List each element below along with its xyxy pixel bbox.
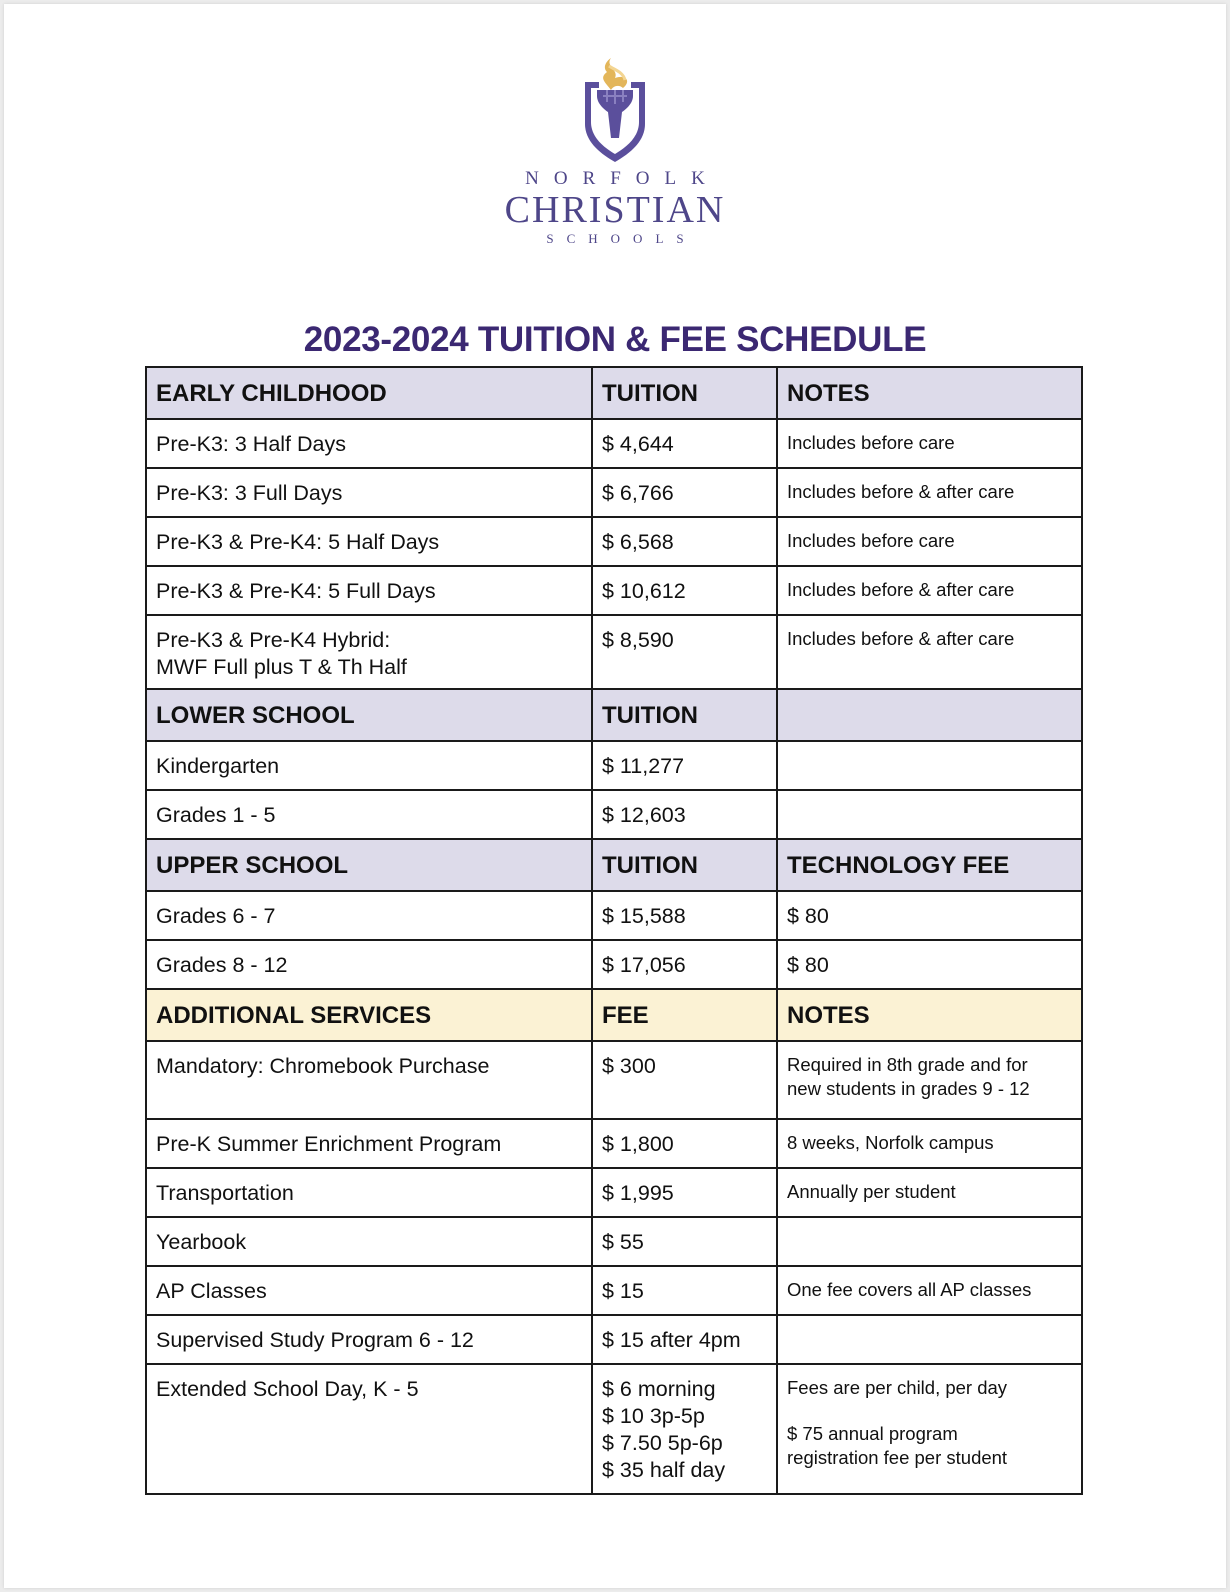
note-cell: [777, 1217, 1082, 1266]
tuition-cell: $ 12,603: [592, 790, 777, 839]
service-cell: Supervised Study Program 6 - 12: [146, 1315, 592, 1364]
header-cell: FEE: [592, 989, 777, 1041]
service-cell: Transportation: [146, 1168, 592, 1217]
fee-cell: $ 15: [592, 1266, 777, 1315]
program-cell: Kindergarten: [146, 741, 592, 790]
tuition-cell: $ 15,588: [592, 891, 777, 940]
note-cell: Includes before care: [777, 517, 1082, 566]
header-cell: TUITION: [592, 839, 777, 891]
torch-shield-icon: [575, 52, 655, 162]
logo-norfolk-text: NORFOLK: [525, 168, 720, 189]
header-cell: EARLY CHILDHOOD: [146, 367, 592, 419]
note-cell: One fee covers all AP classes: [777, 1266, 1082, 1315]
table-row: [146, 468, 1082, 517]
note-cell: 8 weeks, Norfolk campus: [777, 1119, 1082, 1168]
program-line: MWF Full plus T & Th Half: [156, 655, 407, 679]
tuition-fee-table: [145, 366, 1083, 1495]
section-header-additional-services: [146, 989, 1082, 1041]
fee-line: $ 35 half day: [602, 1458, 726, 1482]
note-cell: [777, 790, 1082, 839]
section-header-early-childhood: [146, 367, 1082, 419]
note-line: registration fee per student: [787, 1447, 1008, 1468]
section-header-upper-school: [146, 839, 1082, 891]
school-logo: [0, 52, 1230, 248]
fee-line: $ 6 morning: [602, 1377, 716, 1401]
tuition-cell: $ 8,590: [592, 615, 777, 689]
header-cell: ADDITIONAL SERVICES: [146, 989, 592, 1041]
note-cell: [777, 741, 1082, 790]
table-row: [146, 1168, 1082, 1217]
service-cell: AP Classes: [146, 1266, 592, 1315]
fee-cell: $ 1,800: [592, 1119, 777, 1168]
tuition-cell: $ 11,277: [592, 741, 777, 790]
table-row: [146, 1041, 1082, 1119]
tuition-cell: $ 4,644: [592, 419, 777, 468]
table-row: [146, 741, 1082, 790]
note-cell: Includes before & after care: [777, 615, 1082, 689]
note-line: Required in 8th grade and for: [787, 1054, 1028, 1075]
table-row: [146, 1266, 1082, 1315]
note-cell: Includes before & after care: [777, 566, 1082, 615]
table-row: [146, 615, 1082, 689]
program-cell: Pre-K3 & Pre-K4: 5 Half Days: [146, 517, 592, 566]
program-line: Pre-K3 & Pre-K4 Hybrid:: [156, 628, 391, 652]
logo-schools-text: SCHOOLS: [546, 231, 697, 246]
header-cell: [777, 689, 1082, 741]
table-row: [146, 517, 1082, 566]
table-row: [146, 940, 1082, 989]
table-row: [146, 419, 1082, 468]
program-cell: Pre-K3: 3 Half Days: [146, 419, 592, 468]
table-row: [146, 790, 1082, 839]
table-row: [146, 1315, 1082, 1364]
service-cell: Extended School Day, K - 5: [146, 1364, 592, 1494]
header-cell: UPPER SCHOOL: [146, 839, 592, 891]
service-cell: Pre-K Summer Enrichment Program: [146, 1119, 592, 1168]
fee-cell: [592, 1364, 777, 1494]
note-cell: [777, 1315, 1082, 1364]
program-cell: Grades 1 - 5: [146, 790, 592, 839]
note-cell: Includes before care: [777, 419, 1082, 468]
table-row: [146, 1364, 1082, 1494]
note-cell: [777, 1041, 1082, 1119]
technology-fee-cell: $ 80: [777, 891, 1082, 940]
program-cell: Grades 8 - 12: [146, 940, 592, 989]
header-cell: NOTES: [777, 367, 1082, 419]
note-spacer: [787, 1400, 1072, 1422]
section-header-lower-school: [146, 689, 1082, 741]
tuition-cell: $ 6,568: [592, 517, 777, 566]
fee-line: $ 10 3p-5p: [602, 1404, 705, 1428]
page-title: 2023-2024 TUITION & FEE SCHEDULE: [303, 320, 927, 359]
note-cell: [777, 1364, 1082, 1494]
header-cell: TUITION: [592, 367, 777, 419]
technology-fee-cell: $ 80: [777, 940, 1082, 989]
table-row: [146, 1217, 1082, 1266]
service-cell: Mandatory: Chromebook Purchase: [146, 1041, 592, 1119]
table-row: [146, 1119, 1082, 1168]
tuition-cell: $ 10,612: [592, 566, 777, 615]
fee-cell: $ 55: [592, 1217, 777, 1266]
fee-line: $ 7.50 5p-6p: [602, 1431, 723, 1455]
program-cell: Pre-K3: 3 Full Days: [146, 468, 592, 517]
note-cell: Includes before & after care: [777, 468, 1082, 517]
note-line: Fees are per child, per day: [787, 1377, 1008, 1398]
fee-cell: $ 15 after 4pm: [592, 1315, 777, 1364]
tuition-cell: $ 6,766: [592, 468, 777, 517]
service-cell: Yearbook: [146, 1217, 592, 1266]
tuition-cell: $ 17,056: [592, 940, 777, 989]
note-line: $ 75 annual program: [787, 1423, 958, 1444]
fee-cell: $ 1,995: [592, 1168, 777, 1217]
note-line: new students in grades 9 - 12: [787, 1078, 1030, 1099]
header-cell: TUITION: [592, 689, 777, 741]
table-row: [146, 566, 1082, 615]
table-row: [146, 891, 1082, 940]
logo-christian-text: CHRISTIAN: [504, 189, 726, 231]
program-cell: Grades 6 - 7: [146, 891, 592, 940]
header-cell: TECHNOLOGY FEE: [777, 839, 1082, 891]
header-cell: NOTES: [777, 989, 1082, 1041]
note-cell: Annually per student: [777, 1168, 1082, 1217]
fee-cell: $ 300: [592, 1041, 777, 1119]
header-cell: LOWER SCHOOL: [146, 689, 592, 741]
program-cell: [146, 615, 592, 689]
program-cell: Pre-K3 & Pre-K4: 5 Full Days: [146, 566, 592, 615]
